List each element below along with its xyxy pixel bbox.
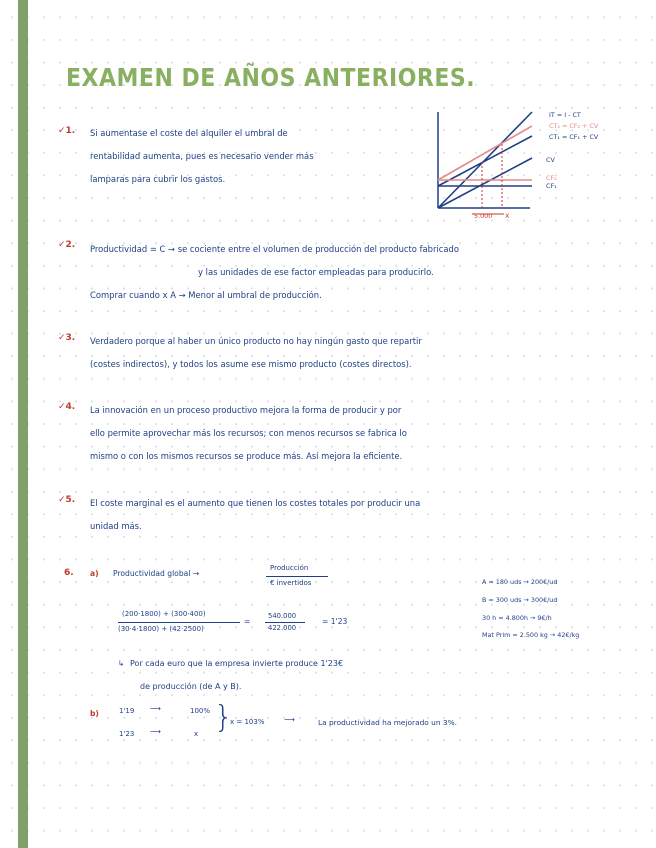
part-a-conclusion [130, 652, 343, 698]
question-1-number: ✓1. [58, 126, 76, 136]
part-b-label: b) [90, 709, 99, 718]
answer-line: mismo o con los mismos recursos se produce más. Así mejora la eficiente. [90, 451, 403, 461]
fraction-numerator: Producción [270, 564, 309, 572]
graph-label-it: IT = I - CT [549, 111, 581, 119]
line-cv [438, 158, 532, 208]
answer-line: unidad más. [90, 521, 142, 531]
answer-line: rentabilidad aumenta, pues es necesario vender más [90, 151, 314, 161]
check-mark-icon: ✓ [58, 495, 66, 505]
question-2-number: ✓2. [58, 240, 76, 250]
arrow-right-icon: ⟶ [150, 704, 161, 713]
question-3-answer [90, 330, 422, 376]
answer-line: Comprar cuando x A → Menor al umbral de producción. [90, 290, 322, 300]
check-mark-icon: ✓ [58, 333, 66, 343]
graph-label-ct1: CT₁ = CF₁ + CV [549, 133, 599, 141]
question-3-number: ✓3. [58, 333, 76, 343]
question-1-answer [90, 122, 314, 191]
graph-x-value: 5.000 [474, 212, 493, 220]
calc-result-numerator: 540.000 [268, 612, 297, 620]
calc-numerator: (200·1800) + (300·400) [122, 610, 206, 618]
question-2-answer [90, 238, 459, 307]
calc-denominator: (30·4·1800) + (42·2500) [118, 625, 204, 633]
question-4-answer [90, 399, 407, 468]
margin-bar [18, 0, 28, 848]
answer-line: Por cada euro que la empresa invierte produce 1'23€ [130, 659, 344, 668]
rule-row-2-right: x [194, 730, 199, 738]
fraction-denominator: € invertidos [270, 579, 312, 587]
graph-label-ct2: CT₂ = CF₂ + CV [549, 122, 599, 130]
answer-line: (costes indirectos), y todos los asume ese mismo producto (costes directos). [90, 359, 412, 369]
hook-arrow-icon: ↳ [118, 659, 125, 668]
check-mark-icon: ✓ [58, 402, 66, 412]
answer-line: y las unidades de ese factor empleadas para producirlo. [198, 267, 434, 277]
rule-row-2-left: 1'23 [119, 730, 135, 738]
equals-sign: = [244, 617, 251, 626]
data-line: 30 h = 4.800h → 9€/h [482, 614, 552, 622]
page-title: EXAMEN DE AÑOS ANTERIORES. [66, 64, 476, 93]
data-line: Mat Prim = 2.500 kg → 42€/kg [482, 631, 580, 639]
line-ct2 [438, 126, 532, 180]
graph-label-cf1: CF₁ [546, 182, 557, 190]
answer-line: lamparas para cubrir los gastos. [90, 174, 226, 184]
part-b-conclusion: La productividad ha mejorado un 3%. [318, 718, 457, 727]
answer-line: Verdadero porque al haber un único producto no hay ningún gasto que repartir [90, 336, 422, 346]
line-it [438, 112, 532, 208]
data-line: B = 300 uds → 300€/ud [482, 596, 558, 604]
answer-line: Productividad = C → se cociente entre el volumen de producción del producto fabricado [90, 244, 459, 254]
productivity-formula-label: Productividad global → [113, 569, 200, 578]
rule-result: x = 103% [230, 718, 265, 726]
line-ct1 [438, 136, 532, 186]
answer-line: El coste marginal es el aumento que tienen los costes totales por producir una [90, 498, 421, 508]
calc-fraction-bar [118, 622, 240, 623]
graph-x-label: X [505, 212, 510, 220]
data-line: A = 180 uds → 200€/ud [482, 578, 558, 586]
rule-row-1-right: 100% [190, 707, 211, 715]
answer-line: Si aumentase el coste del alquiler el umbral de [90, 128, 288, 138]
part-a-label: a) [90, 569, 99, 578]
calc-result-denominator: 422.000 [268, 624, 297, 632]
arrow-right-icon: ⟶ [284, 715, 295, 724]
brace-icon: } [214, 700, 234, 735]
answer-line: La innovación en un proceso productivo mejora la forma de producir y por [90, 405, 402, 415]
question-5-answer [90, 492, 420, 538]
graph-label-cf2: CF₂ [546, 174, 557, 182]
check-mark-icon: ✓ [58, 126, 66, 136]
calc-result-bar [265, 622, 305, 623]
breakeven-graph [434, 110, 534, 220]
calc-result: = 1'23 [322, 617, 348, 626]
answer-line: ello permite aprovechar más los recursos; con menos recursos se fabrica lo [90, 428, 407, 438]
answer-line: de producción (de A y B). [140, 682, 242, 691]
question-6-number: 6. [64, 568, 74, 578]
graph-label-cv: CV [546, 156, 555, 164]
question-5-number: ✓5. [58, 495, 76, 505]
check-mark-icon: ✓ [58, 240, 66, 250]
question-4-number: ✓4. [58, 402, 76, 412]
arrow-right-icon: ⟶ [150, 727, 161, 736]
fraction-bar [266, 576, 328, 577]
rule-row-1-left: 1'19 [119, 707, 135, 715]
